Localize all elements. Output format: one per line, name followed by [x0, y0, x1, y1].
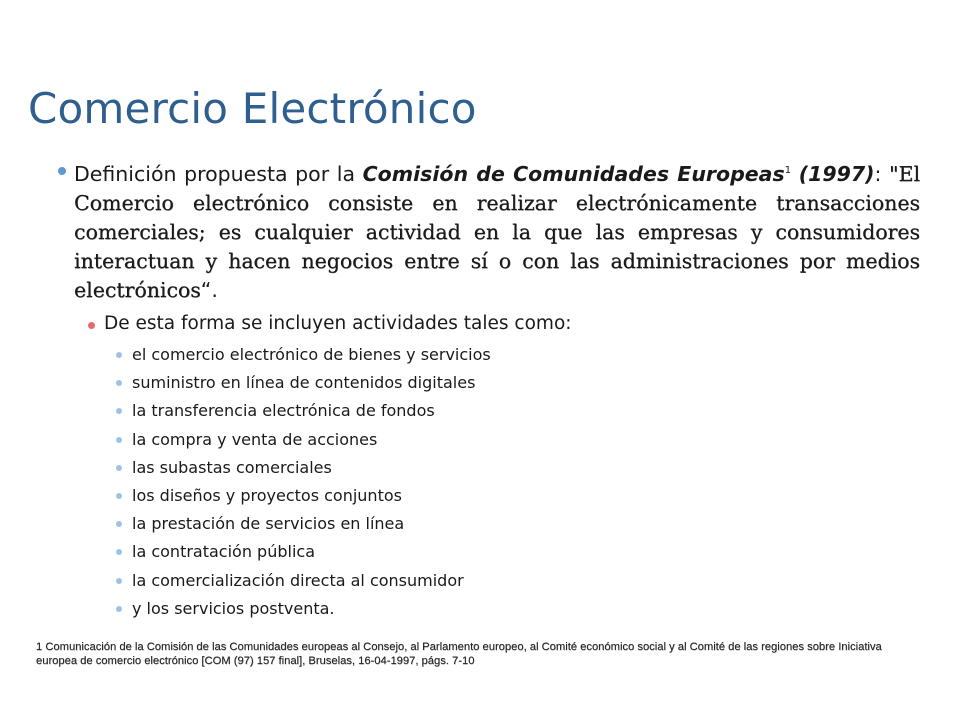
definition-intro: Definición propuesta por la — [74, 162, 363, 186]
page-title: Comercio Electrónico — [28, 84, 477, 133]
list-item: y los servicios postventa. — [132, 595, 920, 623]
definition-quote: "El Comercio electrónico consiste en realizar electrónicamente transacciones comerciales; es cualquier actividad en la que las empresas y consumidores interactuan y hacen negocios entre sí o con las administraciones por medios electrónicos — [74, 162, 920, 302]
list-item: las subastas comerciales — [132, 454, 920, 482]
list-item: la contratación pública — [132, 538, 920, 566]
list-item: la compra y venta de acciones — [132, 426, 920, 454]
footnote-ref: 1 — [784, 165, 792, 176]
footnote: 1 Comunicación de la Comisión de las Comunidades europeas al Consejo, al Parlamento europeo, al Comité económico social y al Comité de las regiones sobre Iniciativa europea de comercio electrónico [COM (97) 157 final], Bruselas, 16-04-1997, págs. 7-10 — [36, 641, 882, 667]
definition-source: Comisión de Comunidades Europeas — [362, 162, 785, 186]
list-item: la transferencia electrónica de fondos — [132, 397, 920, 425]
slide-content — [60, 156, 920, 623]
sub-intro-bullet: De esta forma se incluyen actividades tales como: — [104, 313, 920, 334]
definition-colon: : — [874, 162, 890, 186]
activities-list — [60, 341, 920, 623]
list-item: suministro en línea de contenidos digitales — [132, 369, 920, 397]
definition-closing: “. — [200, 278, 218, 302]
list-item: la comercialización directa al consumidor — [132, 567, 920, 595]
list-item: el comercio electrónico de bienes y servicios — [132, 341, 920, 369]
list-item: los diseños y proyectos conjuntos — [132, 482, 920, 510]
definition-bullet — [60, 156, 920, 305]
definition-year: (1997) — [798, 162, 875, 186]
list-item: la prestación de servicios en línea — [132, 510, 920, 538]
